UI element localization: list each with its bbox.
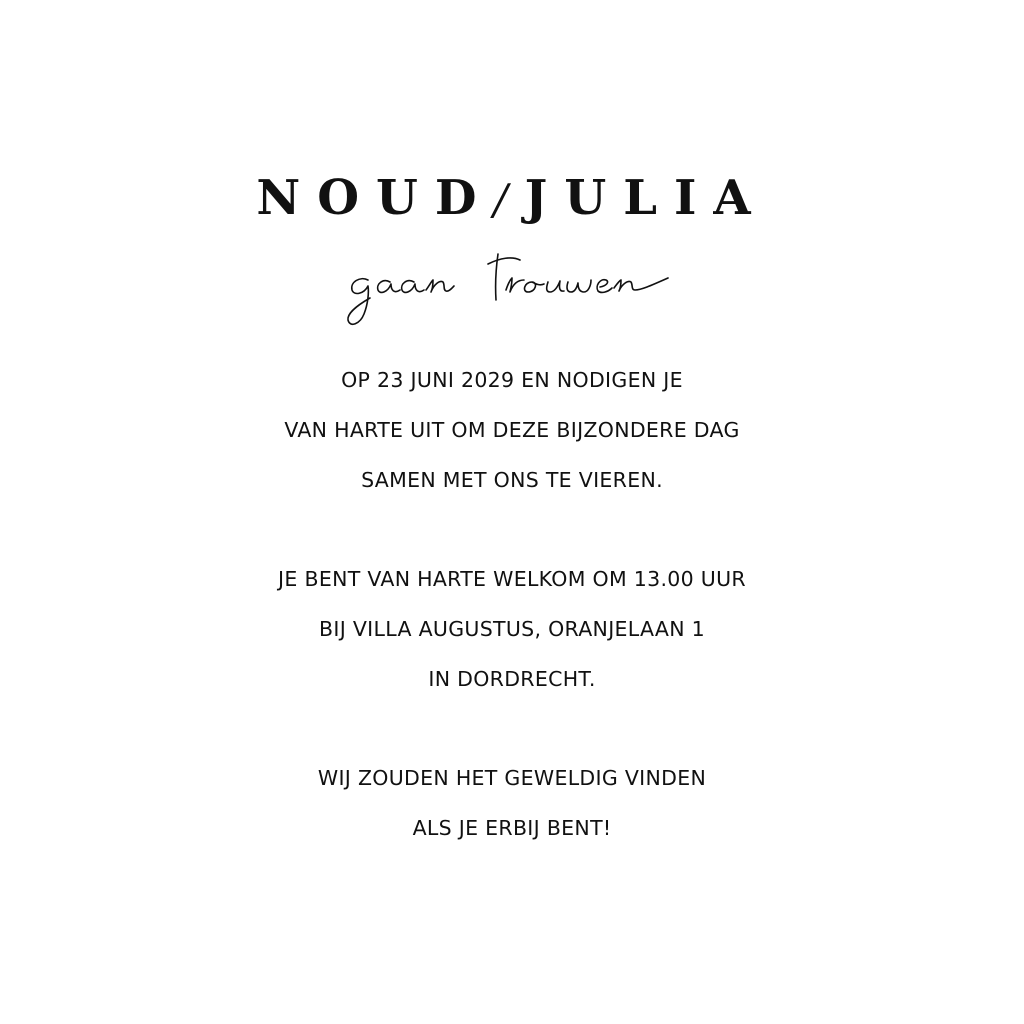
text-line: ALS JE ERBIJ BENT! [412, 816, 612, 840]
text-line: IN DORDRECHT. [428, 667, 596, 691]
paragraph-closing [0, 766, 1024, 866]
name-separator: / [493, 175, 525, 224]
script-lettering-graphic [338, 244, 686, 334]
couple-names [0, 168, 1024, 230]
text-line: SAMEN MET ONS TE VIEREN. [361, 468, 663, 492]
text-line: VAN HARTE UIT OM DEZE BIJZONDERE DAG [284, 418, 740, 442]
script-subtitle [338, 244, 686, 334]
second-name: JULIA [524, 170, 768, 226]
text-line: WIJ ZOUDEN HET GEWELDIG VINDEN [317, 766, 707, 790]
paragraph-venue [0, 567, 1024, 717]
text-line: BIJ VILLA AUGUSTUS, ORANJELAAN 1 [318, 617, 705, 641]
text-line: JE BENT VAN HARTE WELKOM OM 13.00 UUR [278, 567, 746, 591]
first-name: NOUD [256, 170, 494, 226]
text-line: OP 23 JUNI 2029 EN NODIGEN JE [341, 368, 683, 392]
paragraph-date [0, 368, 1024, 518]
